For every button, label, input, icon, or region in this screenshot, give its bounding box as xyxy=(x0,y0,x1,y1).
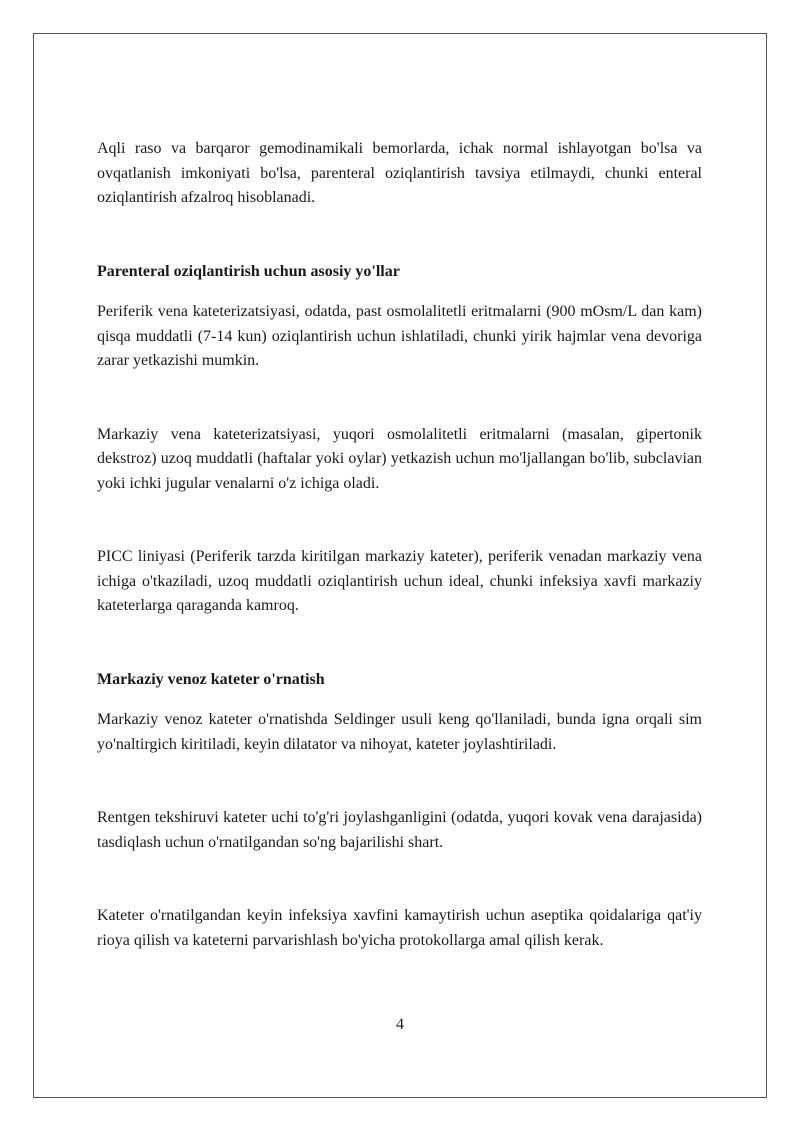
document-body xyxy=(97,137,702,953)
intro-paragraph: Aqli raso va barqaror gemodinamikali bemorlarda, ichak normal ishlayotgan bo'lsa va ovqatlanish imkoniyati bo'lsa, parenteral oziqlantirish tavsiya etilmaydi, chunki enteral oziqlantirish afzalroq hisoblanadi. xyxy=(97,140,702,206)
paragraph-central-vein: Markaziy vena kateterizatsiyasi, yuqori osmolalitetli eritmalarni (masalan, gipertonik dekstroz) uzoq muddatli (haftalar yoki oylar) yetkazish uchun mo'ljallangan bo'lib, subclavian yoki ichki jugular venalarni o'z ichiga oladi. xyxy=(97,425,702,492)
section-heading-cvc-placement: Markaziy venoz kateter o'rnatish xyxy=(97,670,325,688)
paragraph-picc-line: PICC liniyasi (Periferik tarzda kiritilgan markaziy kateter), periferik venadan markaziy vena ichiga o'tkaziladi, uzoq muddatli oziqlantirish uchun ideal, chunki infeksiya xavfi markaziy kateterlarga qaraganda kamroq. xyxy=(97,548,702,614)
paragraph-asepsis: Kateter o'rnatilgandan keyin infeksiya xavfini kamaytirish uchun aseptika qoidalariga qat'iy rioya qilish va kateterni parvarishlash bo'yicha protokollarga amal qilish kerak. xyxy=(97,907,702,949)
paragraph-seldinger: Markaziy venoz kateter o'rnatishda Seldinger usuli keng qo'llaniladi, bunda igna orqali sim yo'naltirgich kiritiladi, keyin dilatator va nihoyat, kateter joylashtiriladi. xyxy=(97,711,702,753)
paragraph-xray: Rentgen tekshiruvi kateter uchi to'g'ri joylashganligini (odatda, yuqori kovak vena darajasida) tasdiqlash uchun o'rnatilgandan so'ng bajarilishi shart. xyxy=(97,809,702,851)
page-number: 4 xyxy=(396,1016,404,1033)
paragraph-peripheral-vein: Periferik vena kateterizatsiyasi, odatda, past osmolalitetli eritmalarni (900 mOsm/L dan kam) qisqa muddatli (7-14 kun) oziqlantirish uchun ishlatiladi, chunki yirik hajmlar vena devoriga zarar yetkazishi mumkin. xyxy=(97,303,702,369)
section-heading-parenteral-routes: Parenteral oziqlantirish uchun asosiy yo'llar xyxy=(97,262,400,280)
